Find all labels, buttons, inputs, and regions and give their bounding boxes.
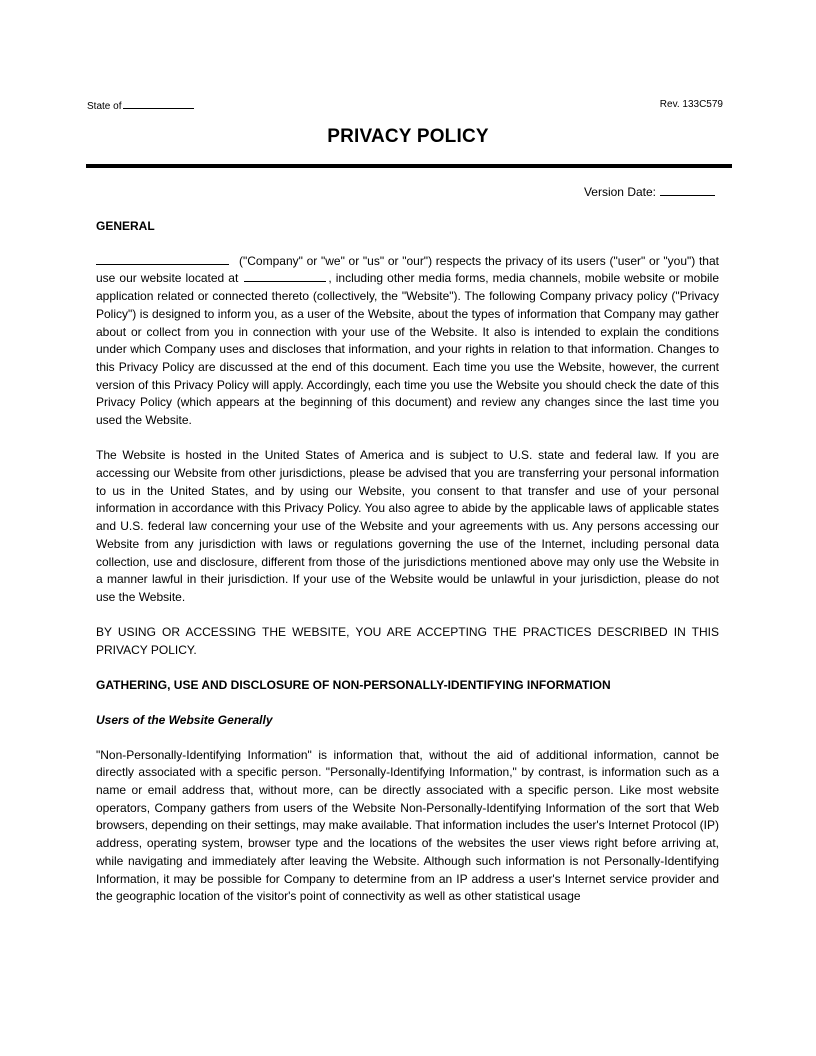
document-body: [96, 218, 719, 924]
company-name-blank[interactable]: [96, 253, 229, 265]
paragraph-npii-definition: "Non-Personally-Identifying Information" is information that, without the aid of additional information, cannot be directly associated with a specific person. "Personally-Identifying Information," by contrast, is information such as a name or email address that, without more, can be directly associated with a specific person. Like most website operators, Company gathers from users of the Website Non-Personally-Identifying Information of the sort that Web browsers, depending on their settings, may make available. That information includes the user's Internet Protocol (IP) address, operating system, browser type and the locations of the websites the user views right before arriving at, while navigating and immediately after leaving the Website. Although such information is not Personally-Identifying Information, it may be possible for Company to determine from an IP address a user's Internet service provider and the geographic location of the visitor's point of connectivity as well as other statistical usage: [96, 747, 719, 904]
title-divider: [86, 164, 732, 168]
intro-text-part2: , including other media forms, media channels, mobile website or mobile application related or connected thereto (collectively, the "Website"). The following Company privacy policy ("Privacy Policy") is designed to inform you, as a user of the Website, about the types of information that Company may gather about or collect from you in connection with your use of the Website. It also is intended to explain the conditions under which Company uses and discloses that information, and your rights in relation to that information. Changes to this Privacy Policy are discussed at the end of this document. Each time you use the Website, however, the current version of this Privacy Policy will apply. Accordingly, each time you use the Website you should check the date of this Privacy Policy (which appears at the beginning of this document) and review any changes since the last time you used the Website.: [96, 271, 719, 428]
section-heading-general: GENERAL: [96, 219, 155, 233]
document-title: PRIVACY POLICY: [327, 126, 489, 147]
header-row: [87, 99, 723, 115]
paragraph-acceptance: BY USING OR ACCESSING THE WEBSITE, YOU ARE ACCEPTING THE PRACTICES DESCRIBED IN THIS PRIVACY POLICY.: [96, 625, 719, 657]
revision-number: Rev. 133C579: [659, 99, 723, 110]
version-date-field: [584, 184, 715, 199]
state-blank[interactable]: [123, 99, 194, 109]
website-url-blank[interactable]: [244, 270, 326, 282]
section-heading-npii: GATHERING, USE AND DISCLOSURE OF NON-PERSONALLY-IDENTIFYING INFORMATION: [96, 678, 611, 693]
paragraph-intro: [96, 253, 719, 430]
intro-text-part1: ("Company" or "we" or "us" or "our") respects the privacy of its users ("user" or "you") that use our website located at: [96, 253, 719, 286]
subheading-users: Users of the Website Generally: [96, 712, 273, 727]
version-date-label: Version Date:: [583, 185, 656, 199]
state-field: [87, 99, 194, 112]
paragraph-jurisdiction: The Website is hosted in the United States of America and is subject to U.S. state and federal law. If you are accessing our Website from other jurisdictions, please be advised that you are transferring your personal information to us in the United States, and by using our Website, you consent to that transfer and use of your personal information in accordance with this Privacy Policy. You also agree to abide by the applicable laws of applicable states and U.S. federal law concerning your use of the Website and your agreements with us. Any persons accessing our Website from any jurisdiction with laws or regulations governing the use of the Internet, including personal data collection, use and disclosure, different from those of the jurisdictions mentioned above may only use the Website in a manner lawful in their jurisdiction. If your use of the Website would be unlawful in your jurisdiction, please do not use the Website.: [96, 448, 719, 604]
version-date-blank[interactable]: [660, 184, 715, 196]
state-label: State of: [87, 101, 122, 112]
